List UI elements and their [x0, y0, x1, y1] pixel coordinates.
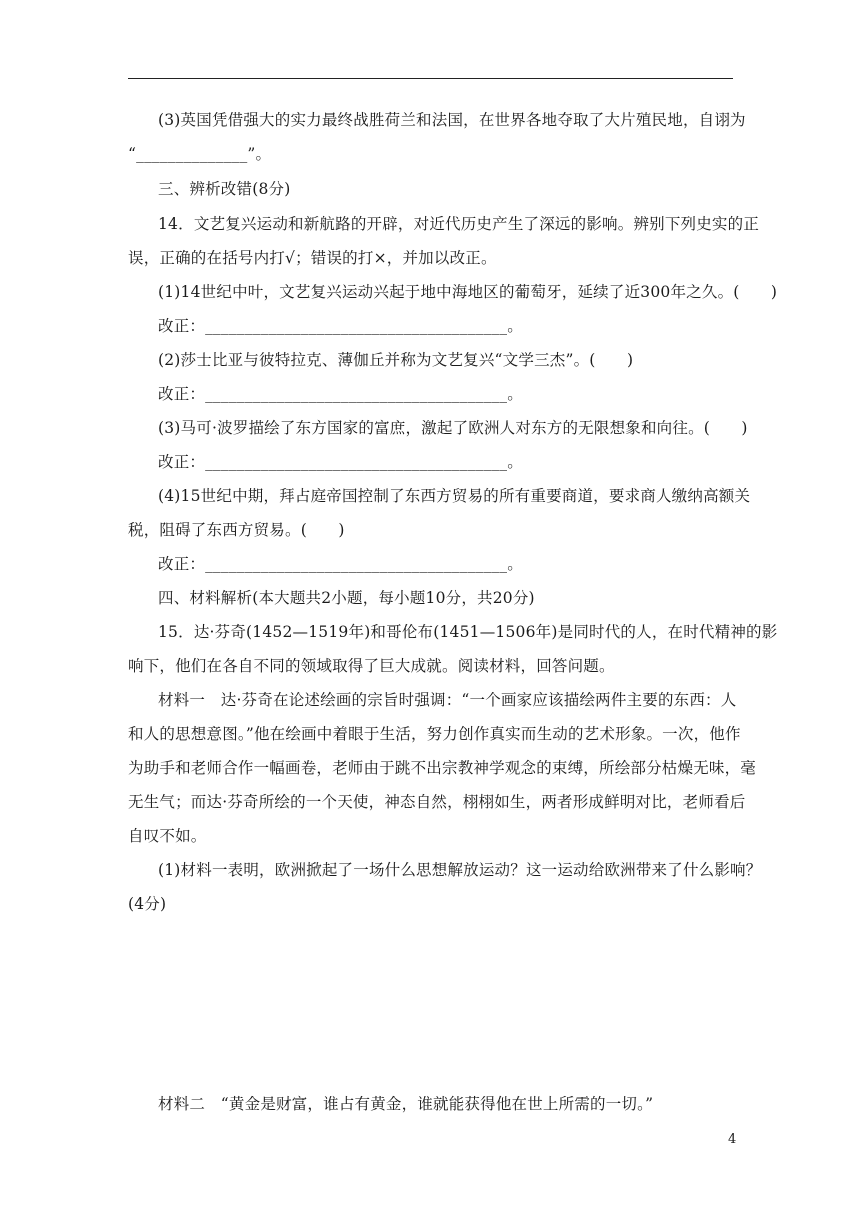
q15-1-line2: (4分) — [128, 895, 167, 913]
section-4-heading: 四、材料解析(本大题共2小题，每小题10分，共20分) — [158, 589, 535, 607]
q14-stem-line1: 14．文艺复兴运动和新航路的开辟，对近代历史产生了深远的影响。辨别下列史实的正 — [158, 215, 760, 233]
q13-3-line2: “______________”。 — [128, 145, 272, 163]
q14-4-line1: (4)15世纪中期，拜占庭帝国控制了东西方贸易的所有重要商道，要求商人缴纳高额关 — [158, 487, 751, 505]
q14-4-line2: 税，阻碍了东西方贸易。( ) — [128, 521, 345, 539]
q14-4-correction: 改正：______________________________________。 — [158, 555, 523, 573]
q15-stem-line2: 响下，他们在各自不同的领域取得了巨大成就。阅读材料，回答问题。 — [128, 657, 615, 675]
material-1-line4: 无生气；而达·芬奇所绘的一个天使，神态自然，栩栩如生，两者形成鲜明对比，老师看后 — [128, 793, 746, 811]
q15-1-line1: (1)材料一表明，欧洲掀起了一场什么思想解放运动？这一运动给欧洲带来了什么影响？ — [158, 861, 762, 879]
q14-2-correction: 改正：______________________________________。 — [158, 385, 523, 403]
material-1-line1: 材料一 达·芬奇在论述绘画的宗旨时强调：“一个画家应该描绘两件主要的东西：人 — [158, 691, 737, 709]
material-2-line1: 材料二 “黄金是财富，谁占有黄金，谁就能获得他在世上所需的一切。” — [158, 1095, 654, 1113]
material-1-line5: 自叹不如。 — [128, 827, 207, 845]
section-3-heading: 三、辨析改错(8分) — [158, 180, 291, 198]
header-rule — [128, 78, 733, 79]
q15-stem-line1: 15．达·芬奇(1452—1519年)和哥伦布(1451—1506年)是同时代的人，在时代精神的影 — [158, 623, 778, 641]
material-1-line2: 和人的思想意图。”他在绘画中着眼于生活，努力创作真实而生动的艺术形象。一次，他作 — [128, 725, 741, 743]
q14-3-correction: 改正：______________________________________。 — [158, 453, 523, 471]
page-number: 4 — [728, 1132, 737, 1147]
q14-stem-line2: 误，正确的在括号内打√；错误的打×，并加以改正。 — [128, 249, 497, 267]
material-1-line3: 为助手和老师合作一幅画卷，老师由于跳不出宗教神学观念的束缚，所绘部分枯燥无味，毫 — [128, 759, 757, 777]
q13-3-line1: (3)英国凭借强大的实力最终战胜荷兰和法国，在世界各地夺取了大片殖民地，自诩为 — [158, 111, 746, 129]
q14-1: (1)14世纪中叶，文艺复兴运动兴起于地中海地区的葡萄牙，延续了近300年之久。( ) — [158, 283, 778, 301]
q14-3: (3)马可·波罗描绘了东方国家的富庶，激起了欧洲人对东方的无限想象和向往。( ) — [158, 419, 748, 437]
q14-2: (2)莎士比亚与彼特拉克、薄伽丘并称为文艺复兴“文学三杰”。( ) — [158, 351, 634, 369]
q14-1-correction: 改正：______________________________________。 — [158, 317, 523, 335]
